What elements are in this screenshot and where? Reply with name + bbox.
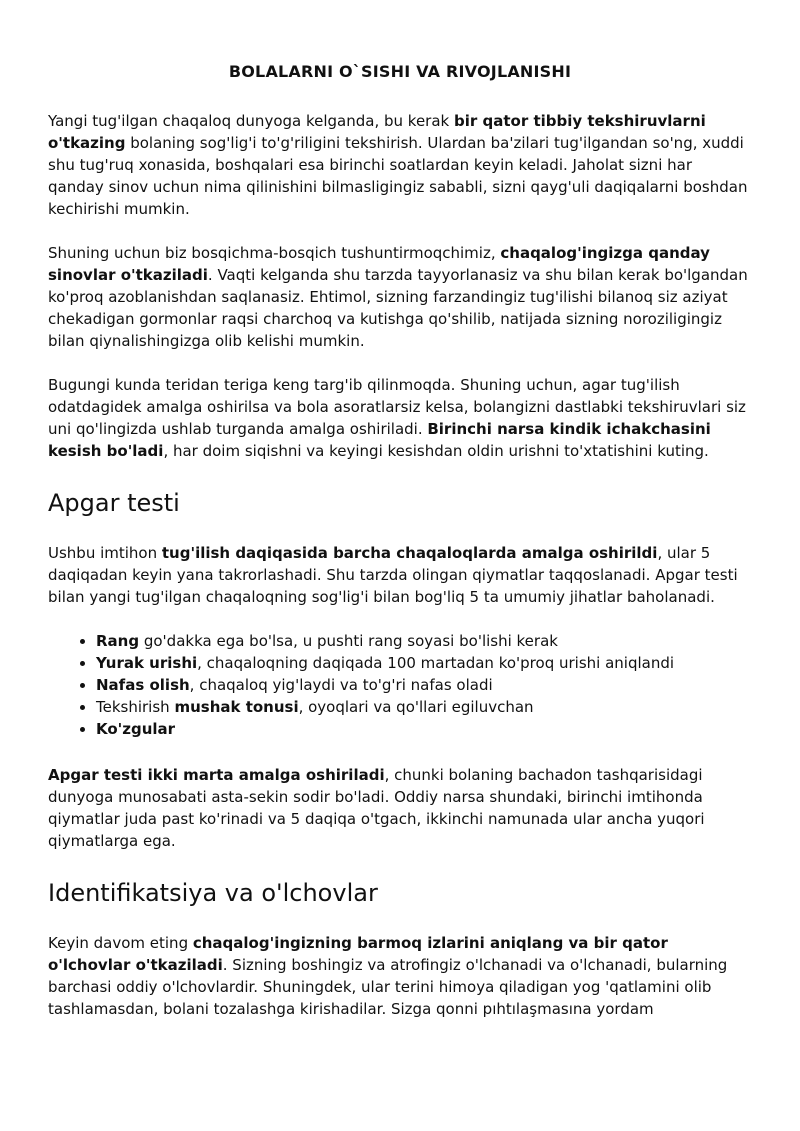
document-title: BOLALARNI O`SISHI VA RIVOJLANISHI — [228, 62, 572, 81]
section-heading-apgar: Apgar testi — [48, 489, 180, 517]
list-item-text: , chaqaloqning daqiqada 100 martadan ko'proq urishi aniqlandi — [197, 654, 675, 672]
paragraph-emphasis: bir qator tibbiy tekshiruvlarni o'tkazing — [48, 112, 706, 152]
list-item — [96, 718, 752, 740]
paragraph-emphasis: chaqalog'ingizga qanday sinovlar o'tkaziladi — [48, 244, 710, 284]
apgar-criteria-list — [48, 630, 752, 740]
list-item-text: go'dakka ega bo'lsa, u pushti rang soyasi bo'lishi kerak — [139, 632, 558, 650]
paragraph-text: Bugungi kunda teridan teriga keng targ'ib qilinmoqda. Shuning uchun, agar tug'ilish odatdagidek amalga oshirilsa va bola asoratlarsiz kelsa, bolangizni dastlabki tekshiruvlari siz uni qo'lingizda ushlab turganda amalga oshiriladi. — [48, 376, 746, 438]
paragraph-explanation — [48, 242, 752, 352]
list-item-text: Tekshirish — [96, 698, 175, 716]
list-item-emphasis: Nafas olish — [96, 676, 190, 694]
paragraph-text: , chunki bolaning bachadon tashqarisidagi dunyoga munosabati asta-sekin sodir bo'ladi. Oddiy narsa shundaki, birinchi imtihonda qiymatlar juda past ko'rinadi va 5 daqiqa o'tgach, ikkinchi namunada ular ancha yuqori qiymatlarga ega. — [48, 766, 705, 850]
list-item — [96, 652, 752, 674]
paragraph-text: Yangi tug'ilgan chaqaloq dunyoga kelganda, bu kerak — [48, 112, 454, 130]
paragraph-text: bolaning sog'lig'i to'g'riligini tekshirish. Ulardan ba'zilari tug'ilgandan so'ng, xuddi shu tug'ruq xonasida, boshqalari esa birinchi soatlardan keyin keladi. Jaholat sizni har qanday sinov uchun nima qilinishini bilmasligingiz sababli, sizni qayg'uli daqiqalarni boshdan kechirishi mumkin. — [48, 134, 748, 218]
paragraph-emphasis: Apgar testi ikki marta amalga oshiriladi — [48, 766, 385, 784]
paragraph-emphasis: chaqalog'ingizning barmoq izlarini aniqlang va bir qator o'lchovlar o'tkaziladi — [48, 934, 668, 974]
list-item-emphasis: Ko'zgular — [96, 720, 176, 738]
paragraph-text: Ushbu imtihon — [48, 544, 162, 562]
paragraph-text: , har doim siqishni va keyingi kesishdan oldin urishni to'xtatishini kuting. — [163, 442, 709, 460]
list-item-emphasis: Rang — [96, 632, 140, 650]
list-item-emphasis: mushak tonusi — [174, 698, 299, 716]
paragraph-text: . Sizning boshingiz va atrofingiz o'lchanadi va o'lchanadi, bularning barchasi oddiy o'lchovlardir. Shuningdek, ular terini himoya qiladigan yog 'qatlamini olib tashlamasdan, bolani tozalashga kirishadilar. Sizga qonni pıhtılaşmasına yordam — [48, 956, 728, 1018]
list-item-emphasis: Yurak urishi — [96, 654, 198, 672]
paragraph-intro — [48, 110, 752, 220]
paragraph-apgar-intro — [48, 542, 752, 608]
paragraph-identification — [48, 932, 752, 1020]
list-item — [96, 630, 752, 652]
paragraph-emphasis: tug'ilish daqiqasida barcha chaqaloqlarda amalga oshirildi — [161, 544, 658, 562]
list-item-text: , chaqaloq yig'laydi va to'g'ri nafas oladi — [189, 676, 493, 694]
paragraph-text: Keyin davom eting — [48, 934, 193, 952]
section-heading-identification: Identifikatsiya va o'lchovlar — [48, 879, 378, 907]
paragraph-text: Shuning uchun biz bosqichma-bosqich tushuntirmoqchimiz, — [48, 244, 501, 262]
paragraph-text: . Vaqti kelganda shu tarzda tayyorlanasiz va shu bilan kerak bo'lgandan ko'proq azoblanishdan saqlanasiz. Ehtimol, sizning farzandingiz tug'ilishi bilanoq siz aziyat chekadigan gormonlar raqsi charchoq va kutishga qo'shilib, natijada sizning noroziligingiz bilan qiynalishingizga olib kelishi mumkin. — [48, 266, 748, 350]
paragraph-text: , ular 5 daqiqadan keyin yana takrorlashadi. Shu tarzda olingan qiymatlar taqqoslanadi. Apgar testi bilan yangi tug'ilgan chaqaloqning sog'lig'i bilan bog'liq 5 ta umumiy jihatlar baholanadi. — [48, 544, 738, 606]
paragraph-skin-to-skin — [48, 374, 752, 462]
paragraph-emphasis: Birinchi narsa kindik ichakchasini kesish bo'ladi — [48, 420, 711, 460]
list-item — [96, 696, 752, 718]
list-item-text: , oyoqlari va qo'llari egiluvchan — [298, 698, 534, 716]
list-item — [96, 674, 752, 696]
paragraph-apgar-outro — [48, 764, 752, 852]
